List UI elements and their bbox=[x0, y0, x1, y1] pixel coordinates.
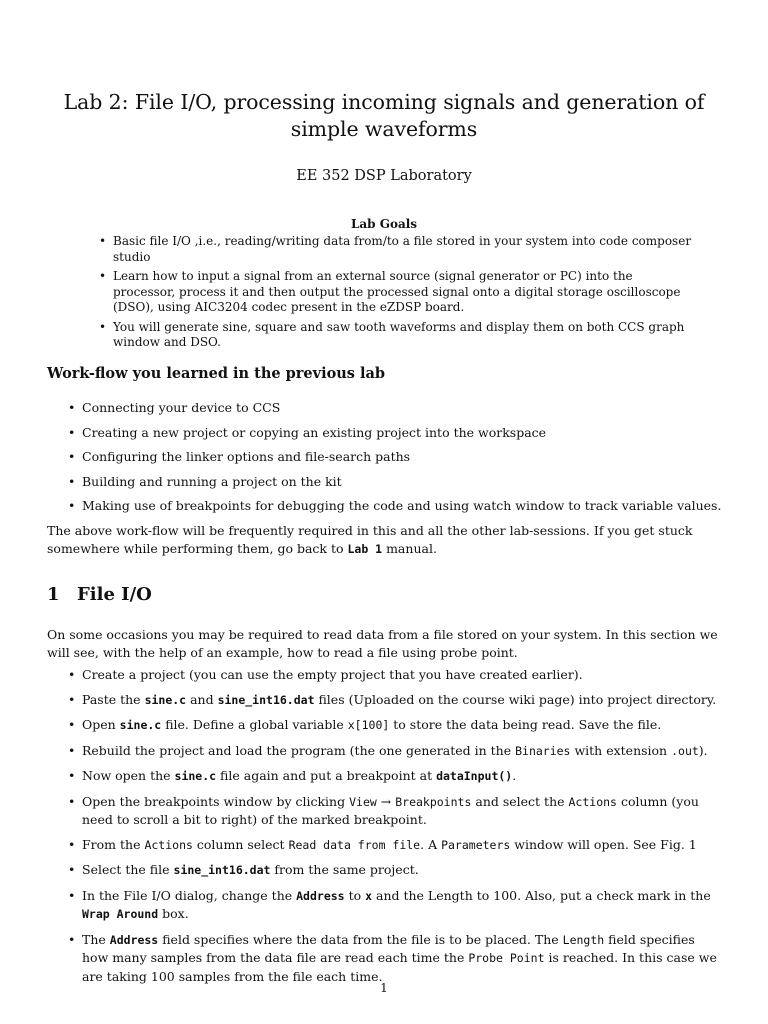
list-item: • Create a project (you can use the empty project that you have created earlier). bbox=[68, 667, 583, 682]
list-item: • The Address field specifies where the data from the file is to be placed. The Length field specifies how many samples from the data file are read each time the Probe Point is reached. In this case we are taking 100 samples from the file each time. bbox=[68, 931, 717, 984]
bullet-icon: • bbox=[68, 836, 76, 852]
bullet-icon: • bbox=[68, 887, 76, 903]
section-title: File I/O bbox=[77, 584, 152, 605]
workflow-list bbox=[68, 400, 728, 523]
section-heading bbox=[47, 584, 152, 605]
list-item: • Select the file sine_int16.dat from the same project. bbox=[68, 862, 419, 877]
bullet-icon: • bbox=[99, 319, 107, 334]
bullet-icon: • bbox=[68, 691, 76, 707]
list-item: • Creating a new project or copying an existing project into the workspace bbox=[68, 424, 547, 440]
list-item: • Building and running a project on the kit bbox=[68, 473, 342, 489]
list-item: • Rebuild the project and load the program (the one generated in the Binaries with extension .out). bbox=[68, 742, 708, 758]
bullet-icon: • bbox=[68, 400, 76, 415]
file-io-steps bbox=[68, 666, 724, 992]
section-number: 1 bbox=[47, 584, 60, 605]
workflow-heading: Work-flow you learned in the previous lab bbox=[47, 365, 386, 382]
bullet-icon: • bbox=[68, 424, 76, 440]
list-item: • You will generate sine, square and saw tooth waveforms and display them on both CCS graph window and DSO. bbox=[99, 319, 685, 349]
bullet-icon: • bbox=[68, 793, 76, 809]
document-title: Lab 2: File I/O, processing incoming signals and generation of simple waveforms bbox=[63, 90, 705, 141]
bullet-icon: • bbox=[68, 449, 76, 464]
bullet-icon: • bbox=[68, 498, 76, 513]
bullet-icon: • bbox=[68, 717, 76, 732]
lab-goals-list bbox=[97, 234, 695, 355]
bullet-icon: • bbox=[68, 473, 76, 489]
list-item: • Open sine.c file. Define a global variable x[100] to store the data being read. Save the file. bbox=[68, 717, 662, 732]
list-item: • Learn how to input a signal from an external source (signal generator or PC) into the processor, process it and then output the processed signal onto a digital storage oscilloscope (DSO), using AIC3204 codec present in the eZDSP board. bbox=[99, 269, 681, 314]
bullet-icon: • bbox=[68, 931, 76, 947]
lab1-reference: Lab 1 bbox=[347, 541, 383, 556]
list-item: • From the Actions column select Read data from file. A Parameters window will open. See Fig. 1 bbox=[68, 836, 697, 852]
lab-goals-heading: Lab Goals bbox=[350, 217, 418, 231]
list-item: • Basic file I/O ,i.e., reading/writing data from/to a file stored in your system into code composer studio bbox=[99, 234, 692, 264]
document-subtitle: EE 352 DSP Laboratory bbox=[296, 168, 472, 184]
bullet-icon: • bbox=[68, 667, 76, 682]
list-item: • Making use of breakpoints for debugging the code and using watch window to track variable values. bbox=[68, 498, 722, 513]
list-item: • Paste the sine.c and sine_int16.dat files (Uploaded on the course wiki page) into project directory. bbox=[68, 691, 717, 707]
bullet-icon: • bbox=[68, 862, 76, 877]
bullet-icon: • bbox=[68, 768, 76, 783]
list-item: • In the File I/O dialog, change the Address to x and the Length to 100. Also, put a check mark in the Wrap Around box. bbox=[68, 887, 711, 921]
page-number: 1 bbox=[380, 981, 388, 995]
bullet-icon: • bbox=[99, 234, 107, 248]
list-item: • Configuring the linker options and file-search paths bbox=[68, 449, 411, 464]
section-intro: On some occasions you may be required to read data from a file stored on your system. In this section we will see, with the help of an example, how to read a file using probe point. bbox=[47, 627, 718, 660]
list-item: • Connecting your device to CCS bbox=[68, 400, 281, 415]
list-item: • Open the breakpoints window by clicking View → Breakpoints and select the Actions column (you need to scroll a bit to right) of the marked breakpoint. bbox=[68, 793, 699, 827]
bullet-icon: • bbox=[99, 269, 107, 283]
workflow-note: The above work-flow will be frequently required in this and all the other lab-sessions. If you get stuck somewhere while performing them, go back to Lab 1 manual. bbox=[47, 523, 693, 556]
bullet-icon: • bbox=[68, 742, 76, 758]
list-item: • Now open the sine.c file again and put a breakpoint at dataInput(). bbox=[68, 768, 517, 783]
arrow-right-icon: → bbox=[376, 793, 396, 809]
